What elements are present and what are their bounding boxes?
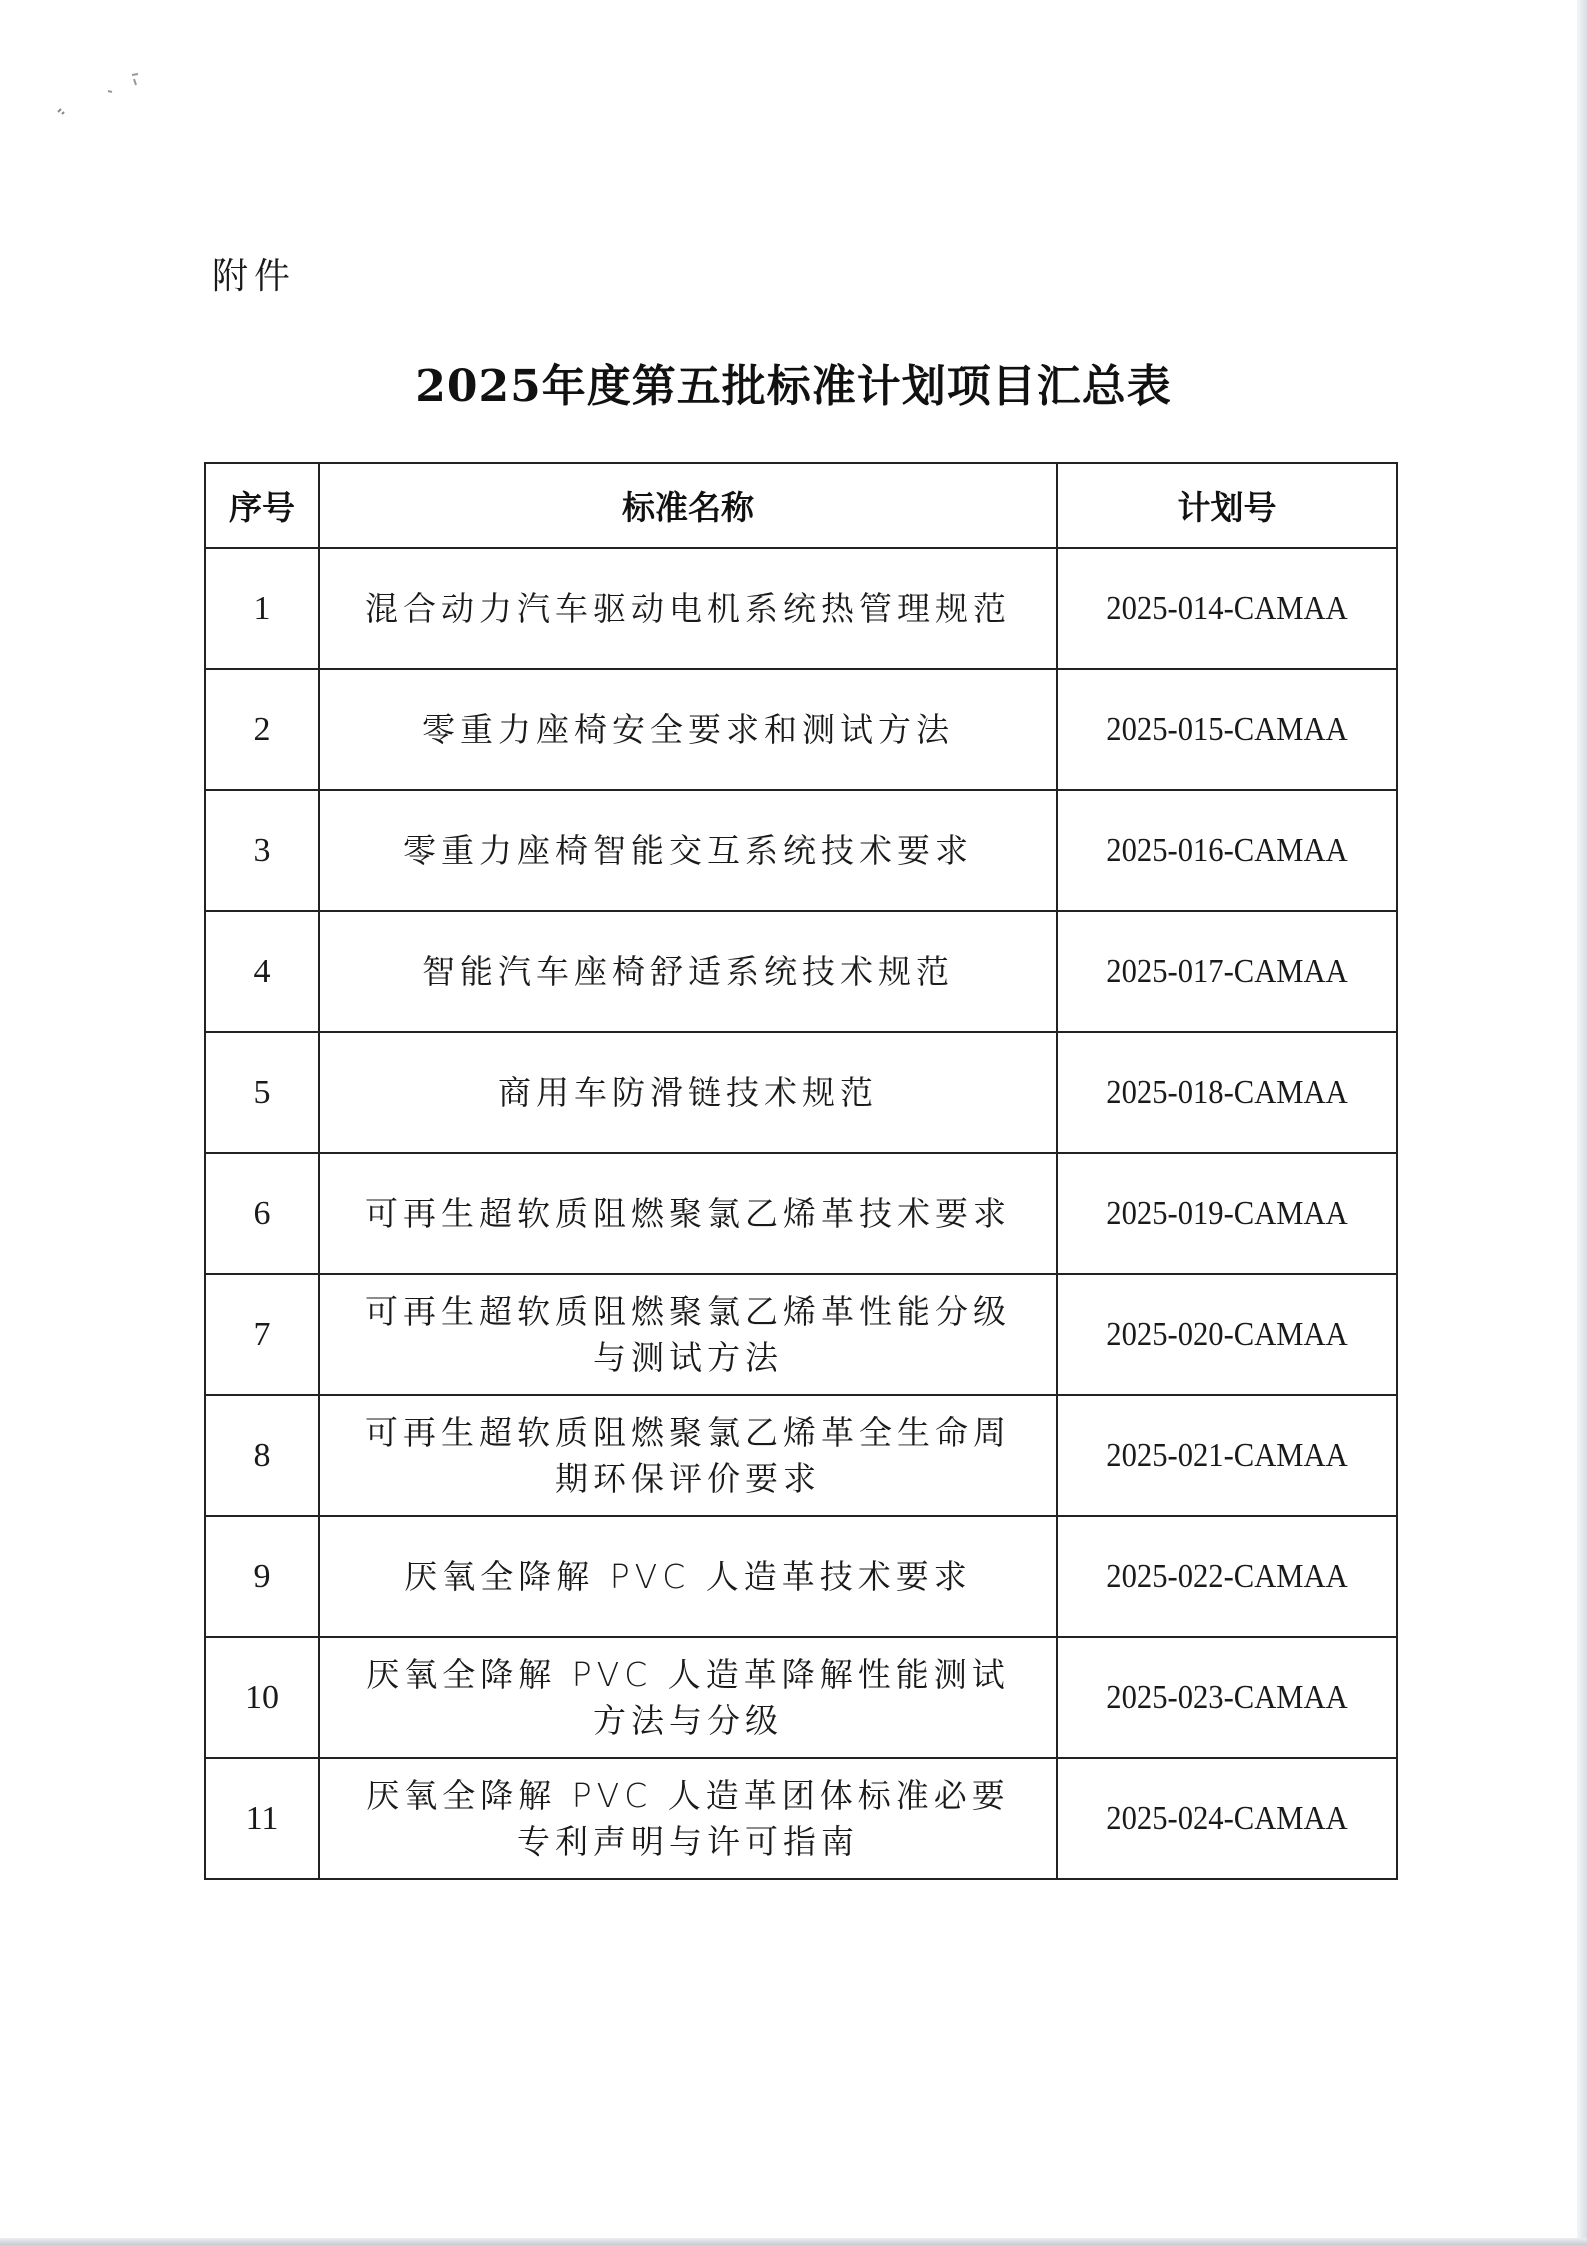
serial-no: 7 [205,1274,319,1395]
plan-no: 2025-024-CAMAA [1074,1758,1380,1879]
header-standard-name: 标准名称 [319,463,1057,548]
plan-no: 2025-023-CAMAA [1074,1637,1380,1758]
plan-no: 2025-015-CAMAA [1074,669,1380,790]
serial-no: 3 [205,790,319,911]
annex-label: 附件 [212,256,297,297]
table-row [205,548,1397,669]
scan-speck-marks [52,70,152,120]
standard-name: 零重力座椅智能交互系统技术要求 [319,790,1057,911]
serial-no: 6 [205,1153,319,1274]
plan-no: 2025-018-CAMAA [1074,1032,1380,1153]
table-row [205,1637,1397,1758]
serial-no: 5 [205,1032,319,1153]
page-edge [1577,0,1587,2245]
document-title: 2025年度第五批标准计划项目汇总表 [415,361,1172,412]
standards-plan-table [204,462,1398,1880]
page-edge [0,2238,1587,2245]
plan-no: 2025-017-CAMAA [1074,911,1380,1032]
header-plan-no: 计划号 [1057,463,1397,548]
serial-no: 8 [205,1395,319,1516]
standard-name: 可再生超软质阻燃聚氯乙烯革性能分级与测试方法 [319,1274,1057,1395]
plan-no: 2025-020-CAMAA [1074,1274,1380,1395]
standard-name: 可再生超软质阻燃聚氯乙烯革全生命周期环保评价要求 [319,1395,1057,1516]
standard-name: 商用车防滑链技术规范 [319,1032,1057,1153]
standard-name: 厌氧全降解 PVC 人造革技术要求 [319,1516,1057,1637]
serial-no: 9 [205,1516,319,1637]
table-row [205,1274,1397,1395]
serial-no: 11 [205,1758,319,1879]
table-row [205,1032,1397,1153]
table-row [205,1758,1397,1879]
table-row [205,1516,1397,1637]
standard-name: 厌氧全降解 PVC 人造革降解性能测试方法与分级 [319,1637,1057,1758]
serial-no: 2 [205,669,319,790]
plan-no: 2025-019-CAMAA [1074,1153,1380,1274]
standard-name: 智能汽车座椅舒适系统技术规范 [319,911,1057,1032]
standard-name: 混合动力汽车驱动电机系统热管理规范 [319,548,1057,669]
table-row [205,1153,1397,1274]
plan-no: 2025-014-CAMAA [1074,548,1380,669]
plan-no: 2025-022-CAMAA [1074,1516,1380,1637]
table-header-row [205,463,1397,548]
table-row [205,1395,1397,1516]
header-serial-no: 序号 [205,463,319,548]
standard-name: 零重力座椅安全要求和测试方法 [319,669,1057,790]
plan-no: 2025-021-CAMAA [1074,1395,1380,1516]
standard-name: 厌氧全降解 PVC 人造革团体标准必要专利声明与许可指南 [319,1758,1057,1879]
serial-no: 10 [205,1637,319,1758]
table-row [205,911,1397,1032]
standard-name: 可再生超软质阻燃聚氯乙烯革技术要求 [319,1153,1057,1274]
table-row [205,669,1397,790]
table-row [205,790,1397,911]
serial-no: 4 [205,911,319,1032]
serial-no: 1 [205,548,319,669]
plan-no: 2025-016-CAMAA [1074,790,1380,911]
